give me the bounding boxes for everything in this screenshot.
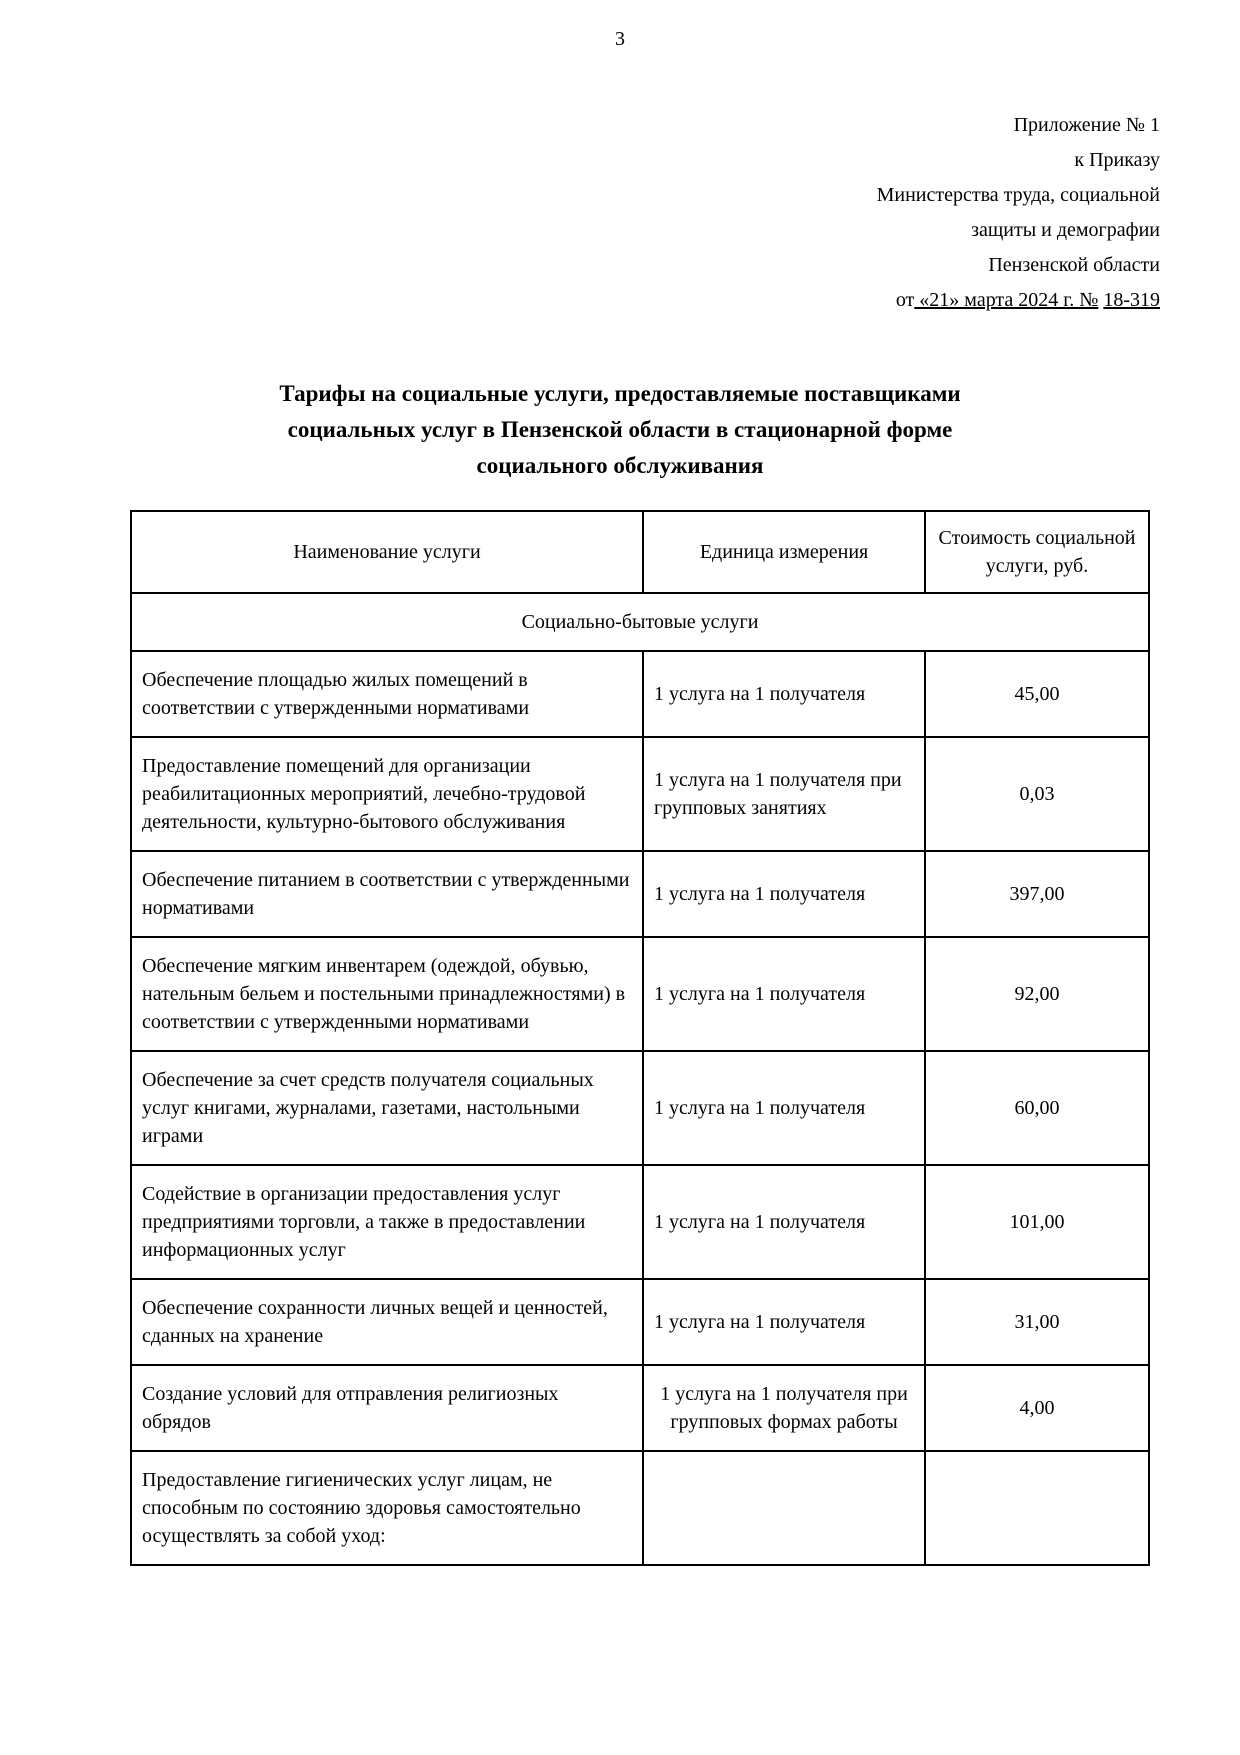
table-row [131, 651, 1149, 737]
table-row [131, 1165, 1149, 1279]
table-row [131, 1451, 1149, 1565]
unit-cell: 1 услуга на 1 получателя [643, 1051, 925, 1165]
unit-cell: 1 услуга на 1 получателя [643, 851, 925, 937]
unit-cell: 1 услуга на 1 получателя [643, 937, 925, 1051]
page-number: 3 [615, 28, 625, 50]
section-header-row [131, 593, 1149, 651]
table-header-row [131, 511, 1149, 593]
service-name-cell: Обеспечение питанием в соответствии с утвержденными нормативами [131, 851, 643, 937]
appendix-header-line: Министерства труда, социальной [876, 184, 1160, 206]
unit-cell: 1 услуга на 1 получателя [643, 1165, 925, 1279]
value-cell: 397,00 [925, 851, 1149, 937]
table-body [131, 593, 1149, 1565]
appendix-header-line: к Приказу [1074, 149, 1160, 171]
document-title: Тарифы на социальные услуги, предоставляемые поставщиками социальных услуг в Пензенской области в стационарной форме социального обслуживания [279, 381, 961, 478]
service-name-cell: Предоставление помещений для организации реабилитационных мероприятий, лечебно-трудовой деятельности, культурно-бытового обслуживания [131, 737, 643, 851]
appendix-header-line: Приложение № 1 [1013, 114, 1160, 136]
value-cell: 45,00 [925, 651, 1149, 737]
table-row [131, 737, 1149, 851]
unit-cell: 1 услуга на 1 получателя при групповых занятиях [643, 737, 925, 851]
value-cell: 101,00 [925, 1165, 1149, 1279]
col-header-service-name: Наименование услуги [131, 511, 643, 593]
appendix-header-line: защиты и демографии [971, 219, 1160, 241]
table-row [131, 937, 1149, 1051]
value-cell: 92,00 [925, 937, 1149, 1051]
order-number-underlined: 18-319 [1103, 289, 1160, 311]
service-name-cell: Обеспечение за счет средств получателя социальных услуг книгами, журналами, газетами, настольными играми [131, 1051, 643, 1165]
order-date-line [0, 283, 1160, 318]
table-row [131, 1051, 1149, 1165]
service-name-cell: Обеспечение площадью жилых помещений в соответствии с утвержденными нормативами [131, 651, 643, 737]
unit-cell: 1 услуга на 1 получателя [643, 651, 925, 737]
section-header: Социально-бытовые услуги [131, 593, 1149, 651]
unit-cell [643, 1451, 925, 1565]
service-name-cell: Обеспечение мягким инвентарем (одеждой, обувью, нательным бельем и постельными принадлежностями) в соответствии с утвержденными нормативами [131, 937, 643, 1051]
service-name-cell: Обеспечение сохранности личных вещей и ценностей, сданных на хранение [131, 1279, 643, 1365]
col-header-unit: Единица измерения [643, 511, 925, 593]
tariff-table [130, 510, 1150, 1566]
value-cell: 0,03 [925, 737, 1149, 851]
service-name-cell: Создание условий для отправления религиозных обрядов [131, 1365, 643, 1451]
order-date-underlined: «21» марта 2024 г. № [914, 289, 1099, 311]
date-prefix: от [895, 289, 915, 311]
table-row [131, 1279, 1149, 1365]
unit-cell: 1 услуга на 1 получателя [643, 1279, 925, 1365]
appendix-header-line: Пензенской области [988, 254, 1160, 276]
col-header-cost: Стоимость социальной услуги, руб. [925, 511, 1149, 593]
table-row [131, 851, 1149, 937]
value-cell: 4,00 [925, 1365, 1149, 1451]
value-cell [925, 1451, 1149, 1565]
value-cell: 31,00 [925, 1279, 1149, 1365]
service-name-cell: Содействие в организации предоставления услуг предприятиями торговли, а также в предоставлении информационных услуг [131, 1165, 643, 1279]
service-name-cell: Предоставление гигиенических услуг лицам, не способным по состоянию здоровья самостоятельно осуществлять за собой уход: [131, 1451, 643, 1565]
appendix-header [0, 108, 1160, 318]
unit-cell: 1 услуга на 1 получателя при групповых формах работы [643, 1365, 925, 1451]
value-cell: 60,00 [925, 1051, 1149, 1165]
table-row [131, 1365, 1149, 1451]
